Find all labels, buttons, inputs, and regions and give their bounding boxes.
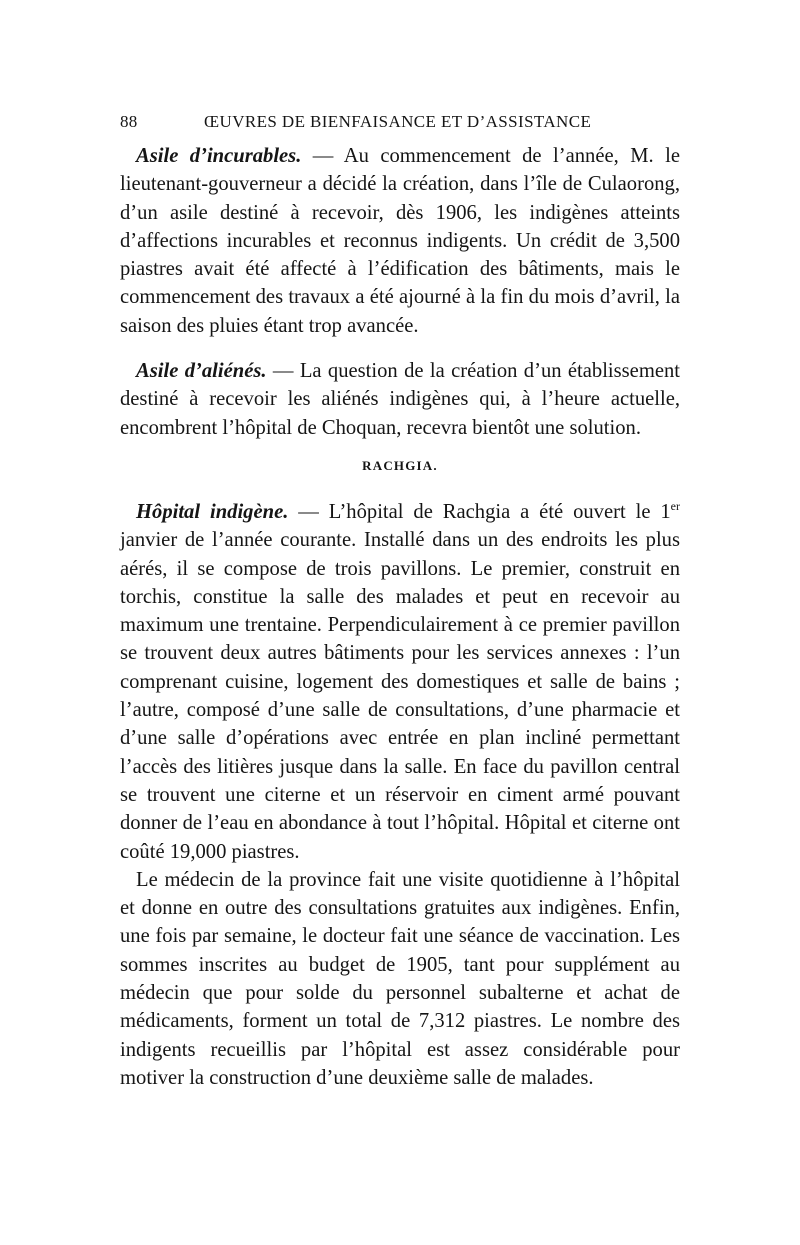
text-asile-alienes: — La question de la création d’un établissement destiné à recevoir les aliénés indigènes qui, à l’heure actuelle, encombrent l’hôpital de Choquan, recevra bientôt une solution.: [120, 360, 680, 439]
superscript-er: er: [670, 499, 680, 514]
paragraph-gap: [120, 340, 680, 357]
lead-asile-incurables: Asile d’incurables.: [136, 145, 302, 167]
paragraph-hopital-indigene: [120, 498, 680, 866]
page-header: [120, 112, 680, 132]
book-page: [120, 112, 680, 1092]
paragraph-asile-alienes: [120, 357, 680, 442]
section-heading-rachgia: RACHGIA.: [362, 457, 438, 473]
page-number: 88: [120, 112, 138, 131]
text-hopital-indigene-part1: — L’hôpital de Rachgia a été ouvert le 1: [288, 500, 671, 523]
running-title: ŒUVRES DE BIENFAISANCE ET D’ASSISTANCE: [204, 112, 592, 131]
lead-asile-alienes: Asile d’aliénés.: [136, 360, 267, 383]
text-hopital-indigene-part2: janvier de l’année courante. Installé dans un des endroits les plus aérés, il se compose de trois pavillons. Le premier, construit en torchis, constitue la salle des malades et peut en recevoir au maximum une trentaine. Perpendiculairement à ce premier pavillon se trouvent deux autres bâtiments pour les services annexes : l’un comprenant cuisine, logement des domestiques et salle de bains ; l’autre, composé d’une salle de consultations, d’une pharmacie et d’une salle d’opérations avec entrée en plan incliné permettant l’accès des litières jusque dans la salle. En face du pavillon central se trouvent une citerne et un réservoir en ciment armé pouvant donner de l’eau en abondance à tout l’hôpital. Hôpital et citerne ont coûté 19,000 piastres.: [120, 529, 680, 863]
paragraph-asile-incurables: [120, 142, 680, 340]
text-asile-incurables: — Au commencement de l’année, M. le lieutenant-gouverneur a décidé la création, dans l’île de Culaorong, d’un asile destiné à recevoir, dès 1906, les indigènes atteints d’affections incurables et reconnus indigents. Un crédit de 3,500 piastres avait été affecté à l’édification des bâtiments, mais le commencement des travaux a été ajourné à la fin du mois d’avril, la saison des pluies étant trop avancée.: [120, 145, 680, 337]
paragraph-medecin-province: Le médecin de la province fait une visite quotidienne à l’hôpital et donne en outre des consultations gratuites aux indigènes. Enfin, une fois par semaine, le docteur fait une séance de vaccination. Les sommes inscrites au budget de 1905, tant pour supplément au médecin que pour solde du personnel subalterne et achat de médicaments, forment un total de 7,312 piastres. Le nombre des indigents recueillis par l’hôpital est assez considérable pour motiver la construction d’une deuxième salle de malades.: [120, 868, 680, 1089]
lead-hopital-indigene: Hôpital indigène.: [136, 500, 289, 523]
